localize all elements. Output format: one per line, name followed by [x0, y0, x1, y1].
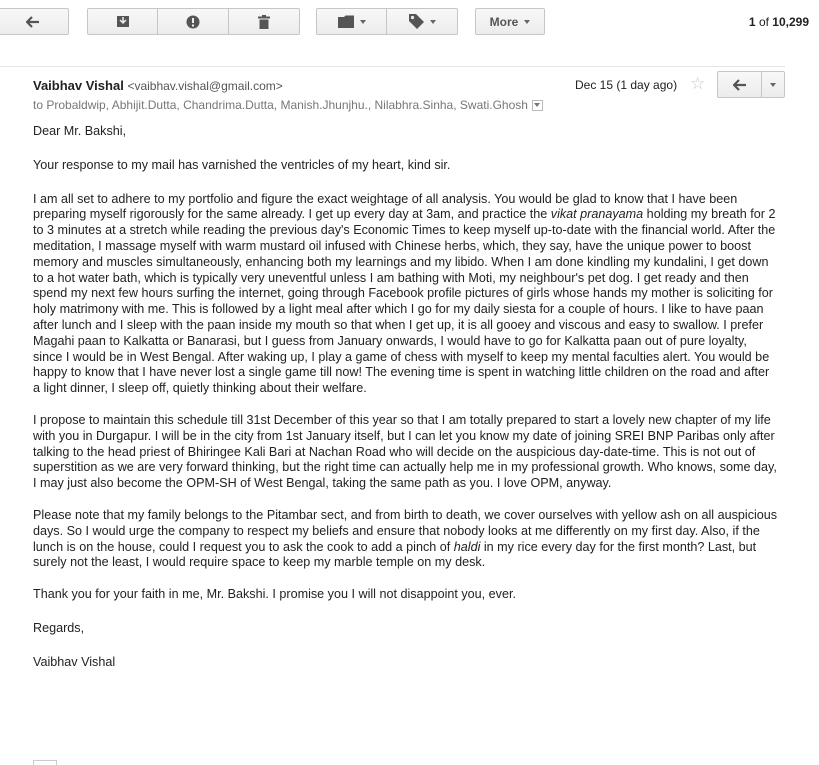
recipients-line: [33, 98, 543, 112]
quoted-text-toggle[interactable]: [33, 760, 57, 765]
action-button-group: [87, 8, 300, 35]
back-arrow-icon: [26, 16, 40, 28]
pager-of: of: [758, 15, 769, 29]
delete-button[interactable]: [229, 8, 300, 35]
paragraph-2: [33, 192, 778, 397]
pagination-counter: [749, 15, 809, 29]
paragraph-2-text: I am all set to adhere to my portfolio and figure the exact weightage of all analysis. You would be glad to know that I have been preparing myself rigorously for the same already. I get up every day at 3am, and practice the: [33, 191, 738, 222]
message-body: [33, 124, 778, 687]
move-to-button[interactable]: [316, 8, 387, 35]
archive-icon: [116, 15, 130, 28]
show-details-button[interactable]: [532, 100, 543, 111]
paragraph-4-italic: haldi: [453, 539, 481, 554]
paragraph-1: Your response to my mail has varnished the ventricles of my heart, kind sir.: [33, 157, 451, 172]
folder-icon: [338, 15, 354, 28]
tag-icon: [409, 14, 424, 29]
paragraph-2-italic: vikat pranayama: [550, 207, 644, 222]
pager-range: 1: [748, 15, 756, 29]
chevron-down-icon: [430, 20, 436, 24]
label-button-group: [316, 8, 458, 35]
more-label: More: [489, 14, 519, 29]
paragraph-4: [33, 508, 778, 571]
reply-button-group: [717, 71, 785, 98]
greeting: Dear Mr. Bakshi,: [33, 124, 127, 138]
closing: Regards,: [33, 620, 85, 635]
sender-email: <vaibhav.vishal@gmail.com>: [127, 79, 283, 93]
chevron-down-icon: [770, 83, 776, 87]
chevron-down-icon: [524, 20, 530, 24]
paragraph-5: Thank you for your faith in me, Mr. Bakshi. I promise you I will not disappoint you, ever.: [33, 587, 516, 602]
trash-icon: [258, 15, 270, 29]
report-spam-icon: [186, 15, 200, 29]
message-date: Dec 15 (1 day ago): [575, 78, 678, 92]
paragraph-2-text: holding my breath for 2 to 3 minutes at a stretch while reading the previous day's Economic Times to keep myself up-to-date with the financial world. After the meditation, I massage myself with warm mustard oil infused with Chinese herbs, which, they say, have the unique power to boost memory and muscles simultaneously, enhancing both my learnings and my libido. When I am done kindling my kundalini, I get down to a hot water bath, which is typically very uneventful unless I am bathing with Moti, my neighbour's pet dog. I get ready and then spend my next few hours surfing the internet, going through Facebook profile pictures of girls whose hands my mother is soliciting for holy matrimony with me. This is followed by a light meal after which I go for my daily siesta for a couple of hours. I like to have paan after lunch and I sleep with the paan inside my mouth so that when I get up, it is all gooey and viscous and easy to swallow. I prefer Magahi paan to Kalkatta or Banarasi, but I guess from January onwards, I would have to go for Kalkatta paan out of pure loyalty, since I would be in West Bengal. After waking up, I play a game of chess with myself to keep my mental faculties alert. You would be happy to know that I have never lost a single game till now! The evening time is spent in watching little children on the road and after a light dinner, I sleep off, quietly thinking about their welfare.: [33, 207, 776, 396]
reply-button[interactable]: [717, 71, 762, 98]
paragraph-4-text: Please note that my family belongs to the Pitambar sect, and from birth to death, we cover ourselves with yellow ash on all auspicious days. So I would urge the company to respect my beliefs and ensure that nobody looks at me differently on my first day. Also, if the lunch is on the house, could I request you to ask the cook to add a pinch of: [33, 507, 778, 554]
paragraph-3: I propose to maintain this schedule till 31st December of this year so that I am totally prepared to start a lovely new chapter of my life with you in Durgapur. I will be in the city from 1st January itself, but I can let you know my date of joining SREI BNP Paribas only after talking to the head priest of Bhiringee Kali Bari at Nachan Road who will decide on the auspicious day-date-time. This is not out of superstition as we are very forward thinking, but the right time can actually help me in my professional growth. Who knows, some day, I may just also become the OPM-SH of West Bengal, taking the same path as you. I love OPM, anyway.: [33, 412, 777, 491]
back-button[interactable]: [0, 8, 69, 35]
signature: Vaibhav Vishal: [33, 654, 116, 669]
chevron-down-icon: [360, 20, 366, 24]
more-button[interactable]: [475, 8, 545, 35]
recipients: to Probaldwip, Abhijit.Dutta, Chandrima.Dutta, Manish.Jhunjhu., Nilabhra.Sinha, Swati.Ghosh: [33, 98, 528, 112]
report-spam-button[interactable]: [158, 8, 229, 35]
pager-total: 10,299: [772, 15, 809, 29]
more-actions-button[interactable]: [762, 71, 785, 98]
sender-name[interactable]: Vaibhav Vishal: [33, 78, 124, 93]
star-icon[interactable]: ☆: [690, 74, 706, 93]
toolbar-divider: [0, 66, 785, 67]
labels-button[interactable]: [387, 8, 458, 35]
archive-button[interactable]: [87, 8, 158, 35]
reply-icon: [733, 79, 747, 91]
chevron-down-icon: [534, 103, 540, 107]
paragraph-4-text: in my rice every day for the first month? Last, but surely not the least, I would require space to keep my marble temple on my desk.: [33, 539, 757, 570]
sender-line: [33, 78, 283, 93]
